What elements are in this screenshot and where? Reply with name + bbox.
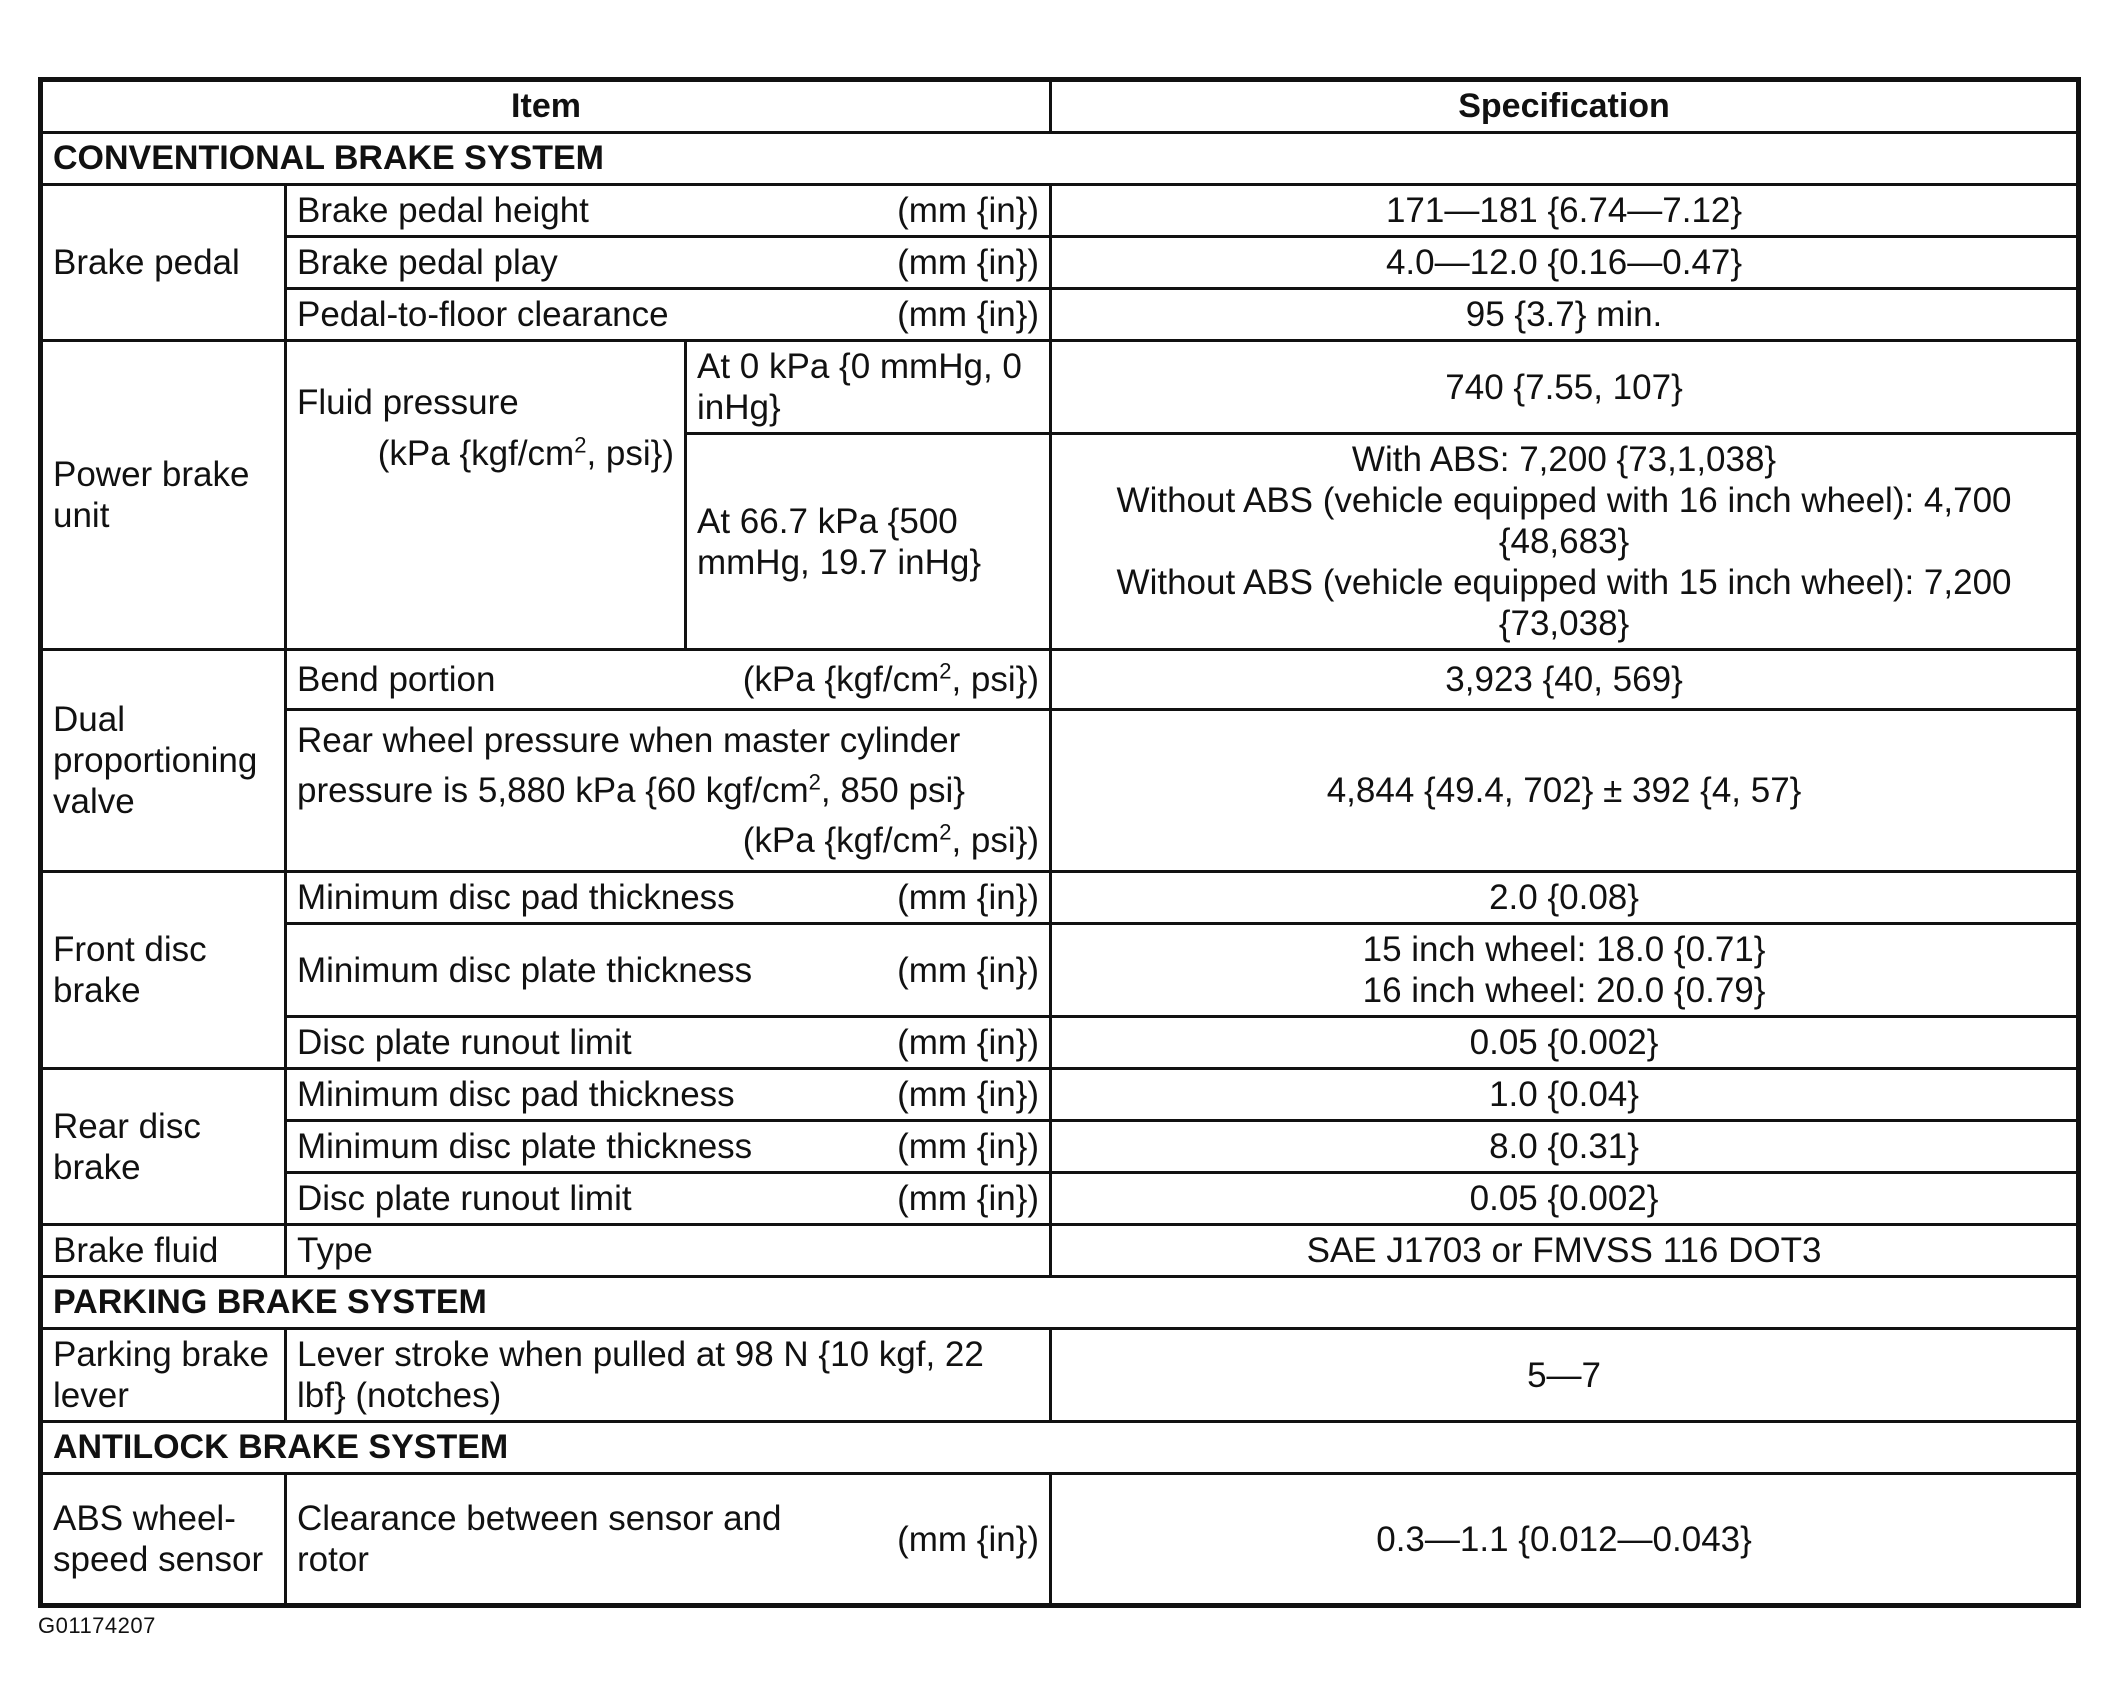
item-cell bbox=[286, 1173, 1051, 1225]
category-rear-disc-brake: Rear disc brake bbox=[41, 1069, 286, 1225]
unit-label: (mm {in}) bbox=[897, 1179, 1040, 1218]
spec-value bbox=[1051, 434, 2079, 650]
table-row bbox=[41, 1329, 2079, 1422]
spec-line: 15 inch wheel: 18.0 {0.71} bbox=[1362, 930, 1766, 969]
item-cell bbox=[286, 1121, 1051, 1173]
table-row bbox=[41, 185, 2079, 237]
spec-line: With ABS: 7,200 {73,1,038} bbox=[1351, 440, 1777, 479]
category-dual-proportioning-valve: Dual proportioning valve bbox=[41, 650, 286, 872]
table-row bbox=[41, 1225, 2079, 1277]
table-row bbox=[41, 924, 2079, 1017]
item-cell bbox=[286, 1069, 1051, 1121]
category-power-brake-unit: Power brake unit bbox=[41, 341, 286, 650]
section-row bbox=[41, 1277, 2079, 1329]
section-antilock: ANTILOCK BRAKE SYSTEM bbox=[41, 1422, 2079, 1474]
spec-value: 1.0 {0.04} bbox=[1051, 1069, 2079, 1121]
item-label: Minimum disc plate thickness bbox=[297, 950, 753, 990]
unit-label: (kPa {$kgf/cm^2$, psi}) bbox=[742, 818, 1040, 860]
unit-label: (mm {in}) bbox=[897, 878, 1040, 917]
unit-label: (mm {in}) bbox=[897, 1127, 1040, 1166]
item-cell bbox=[286, 710, 1051, 872]
unit-label: (mm {in}) bbox=[897, 950, 1040, 990]
item-label: Bend portion bbox=[297, 660, 496, 699]
category-brake-fluid: Brake fluid bbox=[41, 1225, 286, 1277]
item-label: Minimum disc pad thickness bbox=[297, 1075, 735, 1114]
item-label: Clearance between sensor and rotor bbox=[297, 1499, 782, 1579]
spec-value: 0.3—1.1 {0.012—0.043} bbox=[1051, 1474, 2079, 1606]
item-label: Type bbox=[286, 1225, 1051, 1277]
spec-value: 3,923 {40, 569} bbox=[1051, 650, 2079, 710]
condition-cell: At 0 kPa {0 mmHg, 0 inHg} bbox=[686, 341, 1051, 434]
item-cell bbox=[286, 1474, 1051, 1606]
header-row bbox=[41, 80, 2079, 133]
table-row bbox=[41, 1069, 2079, 1121]
unit-label: (mm {in}) bbox=[897, 1075, 1040, 1114]
item-label: Lever stroke when pulled at 98 N {10 kgf, 22 lbf} (notches) bbox=[286, 1329, 1051, 1422]
table-row bbox=[41, 341, 2079, 434]
item-label: Pedal-to-floor clearance bbox=[297, 295, 669, 334]
category-brake-pedal: Brake pedal bbox=[41, 185, 286, 341]
table-row bbox=[41, 1173, 2079, 1225]
spec-value: 171—181 {6.74—7.12} bbox=[1051, 185, 2079, 237]
table-row bbox=[41, 872, 2079, 924]
section-row bbox=[41, 133, 2079, 185]
item-label: Minimum disc plate thickness bbox=[297, 1127, 753, 1166]
item-cell bbox=[286, 185, 1051, 237]
table-row bbox=[41, 289, 2079, 341]
spec-value: 0.05 {0.002} bbox=[1051, 1017, 2079, 1069]
unit-label: (mm {in}) bbox=[897, 191, 1040, 230]
item-cell bbox=[286, 341, 686, 650]
table-row bbox=[41, 237, 2079, 289]
item-cell bbox=[286, 289, 1051, 341]
item-label: Brake pedal height bbox=[297, 191, 589, 230]
category-parking-brake-lever: Parking brake lever bbox=[41, 1329, 286, 1422]
spec-value: 740 {7.55, 107} bbox=[1051, 341, 2079, 434]
item-label: Rear wheel pressure when master cylinder bbox=[297, 720, 961, 760]
table-row bbox=[41, 1017, 2079, 1069]
spec-value bbox=[1051, 924, 2079, 1017]
unit-label: (mm {in}) bbox=[897, 1519, 1040, 1559]
item-cell bbox=[286, 1017, 1051, 1069]
table-row bbox=[41, 710, 2079, 872]
spec-value: 4.0—12.0 {0.16—0.47} bbox=[1051, 237, 2079, 289]
item-cell bbox=[286, 924, 1051, 1017]
item-header: Item bbox=[41, 80, 1051, 133]
item-label: Disc plate runout limit bbox=[297, 1179, 632, 1218]
spec-value: 5—7 bbox=[1051, 1329, 2079, 1422]
unit-label: (mm {in}) bbox=[897, 1023, 1040, 1062]
figure-id: G01174207 bbox=[38, 1613, 156, 1638]
spec-line: 16 inch wheel: 20.0 {0.79} bbox=[1362, 971, 1766, 1010]
unit-label: (mm {in}) bbox=[897, 243, 1040, 282]
spec-value: 4,844 {49.4, 702} ± 392 {4, 57} bbox=[1051, 710, 2079, 872]
spec-value: 0.05 {0.002} bbox=[1051, 1173, 2079, 1225]
spec-value: 2.0 {0.08} bbox=[1051, 872, 2079, 924]
section-row bbox=[41, 1422, 2079, 1474]
item-cell bbox=[286, 237, 1051, 289]
item-label: pressure is 5,880 kPa {60 kgf/$cm^2$, 850 psi} bbox=[297, 768, 965, 810]
category-front-disc-brake: Front disc brake bbox=[41, 872, 286, 1069]
unit-label: (kPa {$kgf/cm^2$, psi}) bbox=[377, 432, 674, 473]
condition-cell: At 66.7 kPa {500 mmHg, 19.7 inHg} bbox=[686, 434, 1051, 650]
spec-line: Without ABS (vehicle equipped with 15 inch wheel): 7,200 {73,038} bbox=[1116, 563, 2012, 643]
category-abs-sensor: ABS wheel-speed sensor bbox=[41, 1474, 286, 1606]
brake-spec-table bbox=[38, 77, 2081, 1608]
spec-value: 95 {3.7} min. bbox=[1051, 289, 2079, 341]
section-conventional: CONVENTIONAL BRAKE SYSTEM bbox=[41, 133, 2079, 185]
table-row bbox=[41, 650, 2079, 710]
spec-line: Without ABS (vehicle equipped with 16 inch wheel): 4,700 {48,683} bbox=[1116, 481, 2012, 561]
item-cell bbox=[286, 872, 1051, 924]
item-cell bbox=[286, 650, 1051, 710]
item-label: Fluid pressure bbox=[297, 383, 519, 422]
unit-label: (kPa {$kgf/cm^2$, psi}) bbox=[742, 658, 1040, 699]
section-parking: PARKING BRAKE SYSTEM bbox=[41, 1277, 2079, 1329]
unit-label: (mm {in}) bbox=[897, 295, 1040, 334]
spec-value: 8.0 {0.31} bbox=[1051, 1121, 2079, 1173]
item-label: Brake pedal play bbox=[297, 243, 558, 282]
item-label: Disc plate runout limit bbox=[297, 1023, 632, 1062]
item-label: Minimum disc pad thickness bbox=[297, 878, 735, 917]
table-row bbox=[41, 1121, 2079, 1173]
spec-value: SAE J1703 or FMVSS 116 DOT3 bbox=[1051, 1225, 2079, 1277]
specification-header: Specification bbox=[1051, 80, 2079, 133]
table-row bbox=[41, 1474, 2079, 1606]
